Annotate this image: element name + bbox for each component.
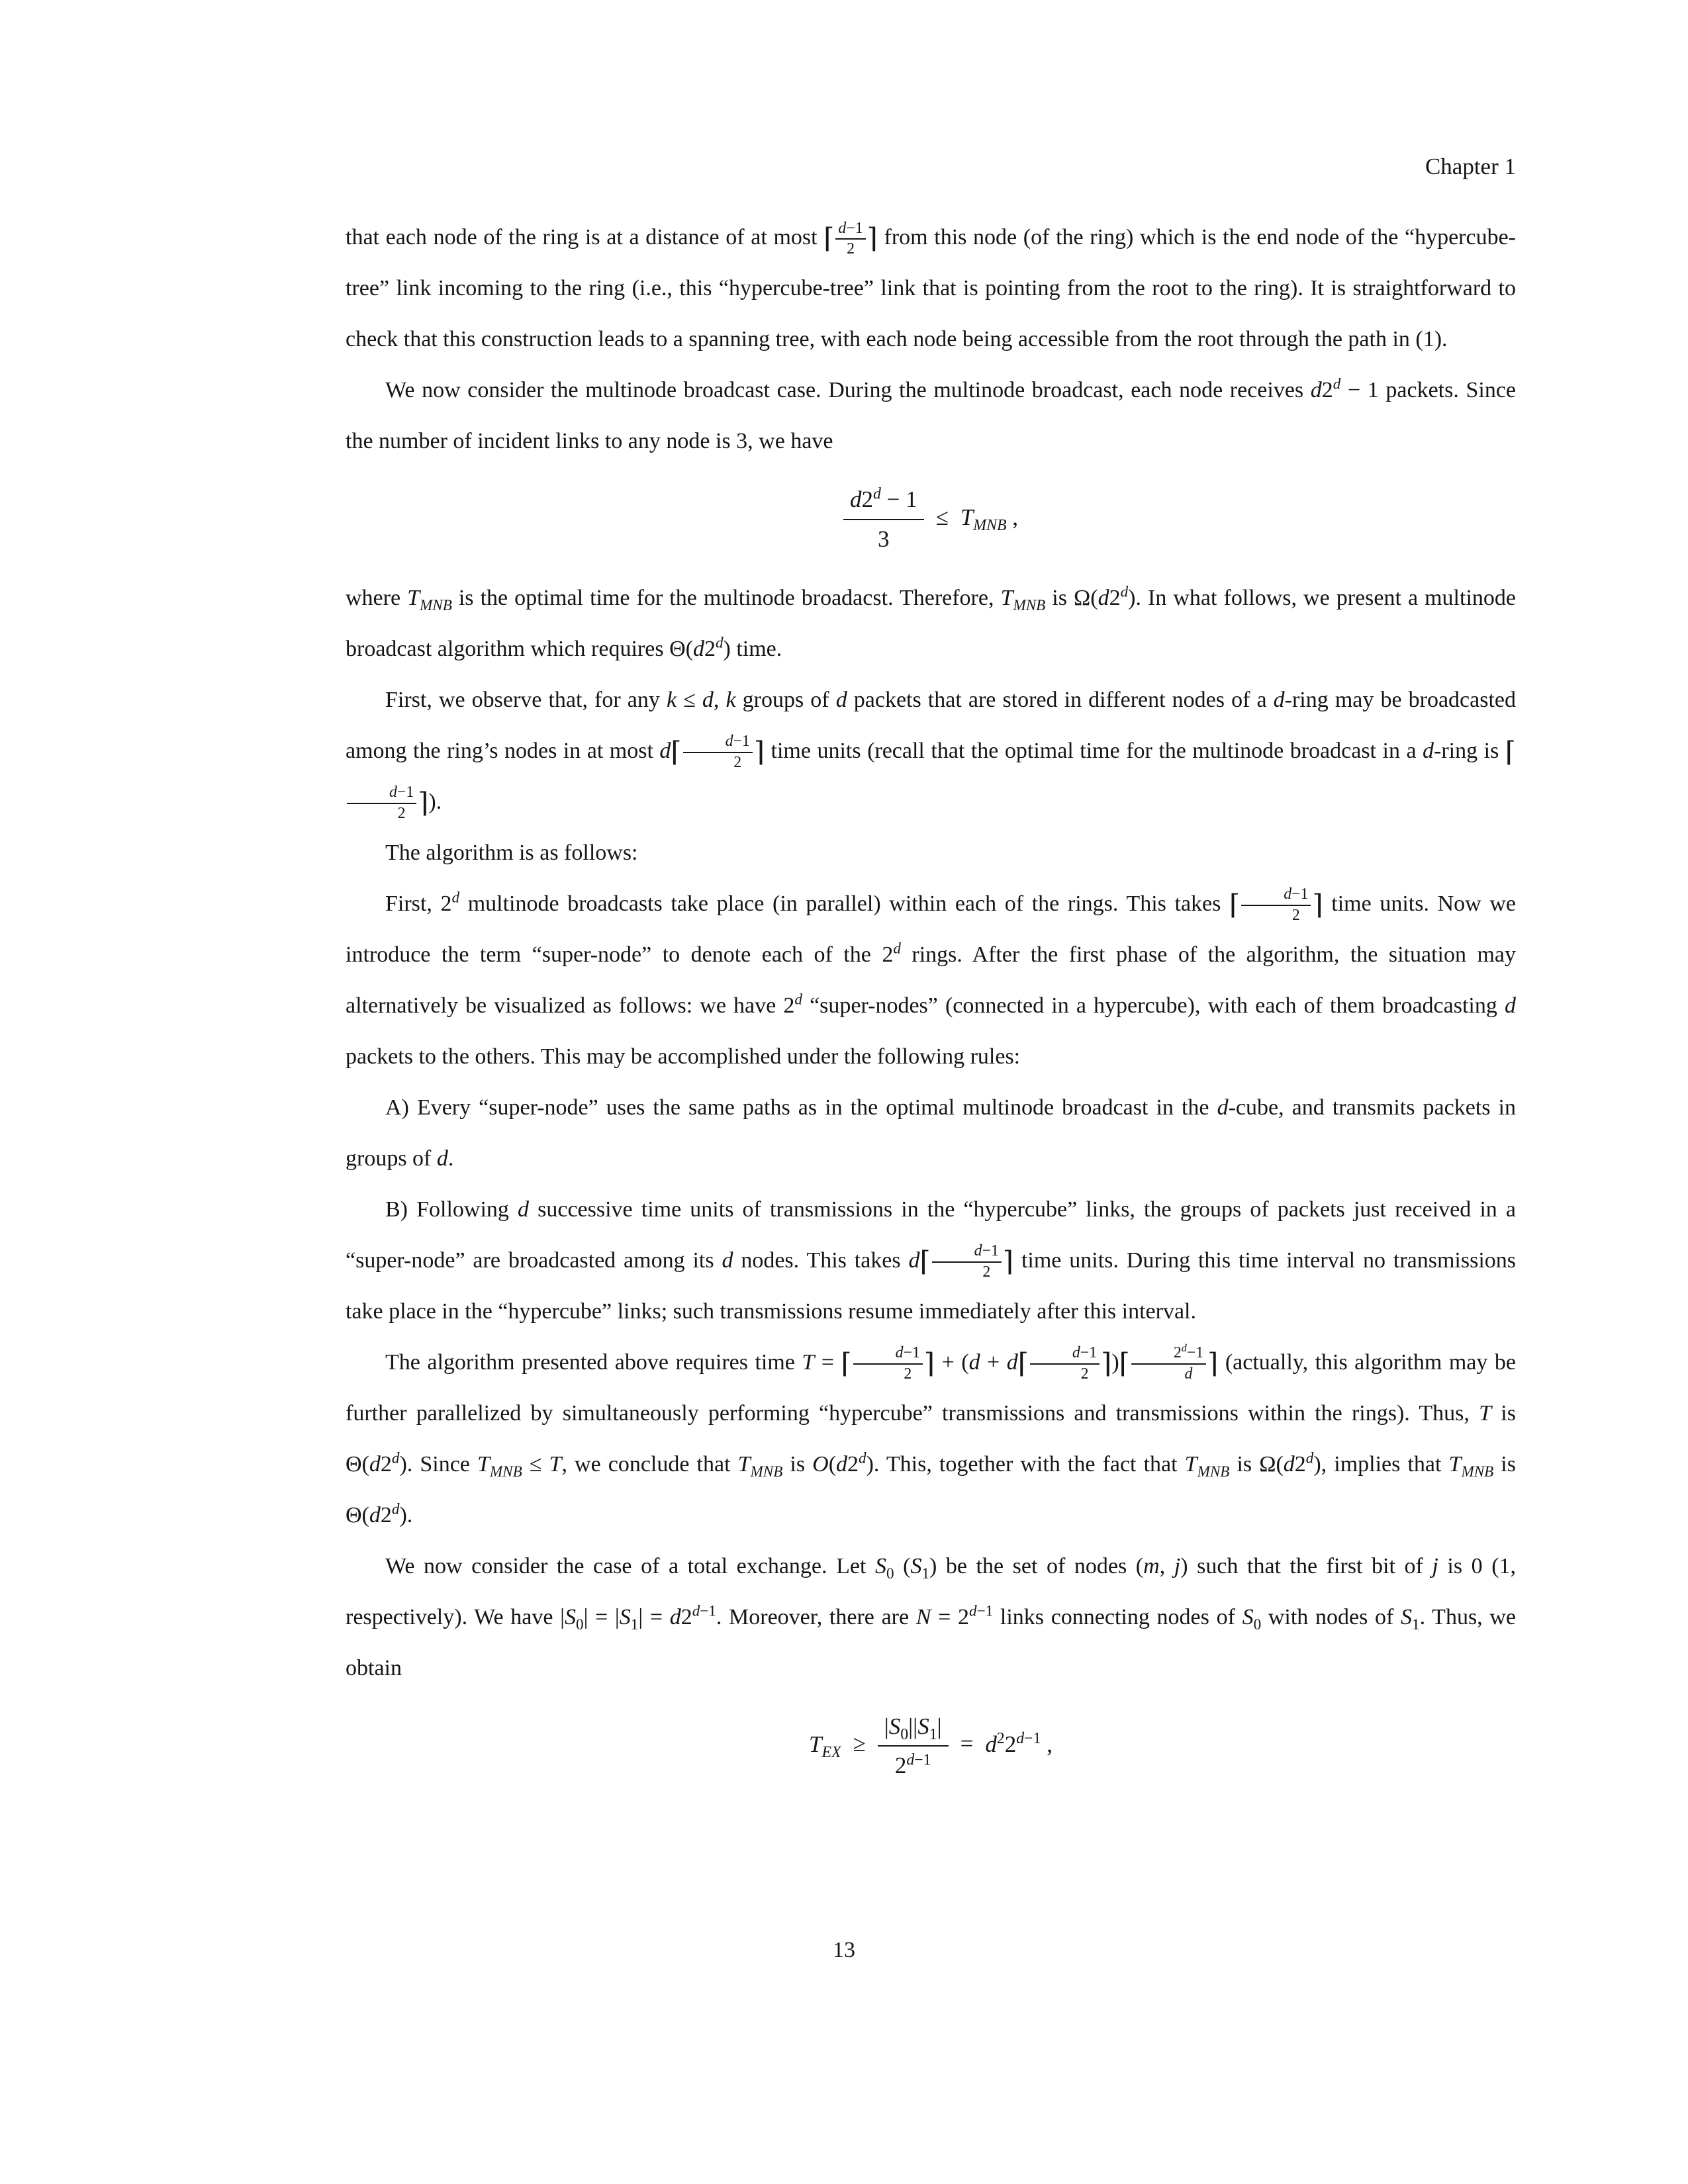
paragraph: The algorithm is as follows: (385, 840, 638, 865)
chapter-header: Chapter 1 (1425, 154, 1516, 179)
paragraph: B) Following d successive time units of transmissions in the “hypercube” links, the groups of packets just received in a “super-node” are broadcasted among its d nodes. This takes d⌈ $\frac{d-1}{2}$ ⌉ time units. During this time interval no transmissions take place in the “hypercube” links; such transmissions resume immediately after this interval. (346, 1197, 1516, 1324)
page-number: 13 (833, 1938, 855, 1962)
equation: $\frac{d2^d - 1}{3}$ ≤ $T_{MNB}$ , (346, 485, 1516, 554)
equation: $T_{EX}$ ≥ $\frac{|S_0||S_1|}{2^{d-1}}$ = $d^22^{d-1}$ , (808, 1713, 1053, 1779)
paragraph: First, we observe that, for any k ≤ d, k groups of d packets that are stored in different nodes of a d-ring may be broadcasted among the ring’s nodes in at most d⌈ $\frac{d-1}{2}$ ⌉ time units (recall that the optimal time for the multinode broadcast in a d-ring is ⌈ $\frac{d-1}{2}$ ⌉). (346, 687, 1516, 822)
paragraph: The algorithm presented above requires time T = ⌈ $\frac{d-1}{2}$ ⌉ + (d + d⌈ $\frac{d-1}{2}$ ⌉)⌈ $\frac{2^d-1}{d}$ ⌉ (actually, this algorithm may be further parallelized by simultaneously performing “hypercube” transmissions and transmissions within the rings). Thus, T is Θ(d2$^d$). Since $T_{MNB} \le T$, we conclude that $T_{MNB}$ is O(d2$^d$). This, together with the fact that $T_{MNB}$ is Ω(d2$^d$), implies that $T_{MNB}$ is Θ(d2$^d$). (346, 1343, 1516, 1527)
paragraph: where $T_{MNB}$ is the optimal time for the multinode broadacst. Therefore, $T_{MNB}$ is Ω(d2$^d$). In what follows, we present a multinode broadcast algorithm which requires Θ(d2$^d$) time. (346, 583, 1516, 661)
paragraph: that each node of the ring is at a distance of at most ⌈ $\frac{d-1}{2}$ ⌉ from this node (of the ring) which is the end node of the “hypercube-tree” link incoming to the ring (i.e., this “hypercube-tree” link that is pointing from the root to the ring). It is straightforward to check that this construction leads to a spanning tree, with each node being accessible from the root through the path in (1). (346, 219, 1516, 351)
paragraph: A) Every “super-node” uses the same paths as in the optimal multinode broadcast in the d-cube, and transmits packets in groups of d. (346, 1095, 1516, 1171)
paragraph: First, 2$^d$ multinode broadcasts take place (in parallel) within each of the rings. This takes ⌈ $\frac{d-1}{2}$ ⌉ time units. Now we introduce the term “super-node” to denote each of the 2$^d$ rings. After the first phase of the algorithm, the situation may alternatively be visualized as follows: we have 2$^d$ “super-nodes” (connected in a hypercube), with each of them broadcasting d packets to the others. This may be accomplished under the following rules: (346, 886, 1516, 1069)
paragraph: We now consider the case of a total exchange. Let $S_0$ $(S_1)$ be the set of nodes (m, j) such that the first bit of j is 0 (1, respectively). We have $|S_0| = |S_1| = d2^{d-1}$. Moreover, there are $N = 2^{d-1}$ links connecting nodes of $S_0$ with nodes of $S_1$. Thus, we obtain (346, 1553, 1517, 1680)
paragraph: We now consider the multinode broadcast case. During the multinode broadcast, each node receives $d2^d - 1$ packets. Since the number of incident links to any node is 3, we have (346, 375, 1516, 453)
document-body (346, 212, 1516, 1799)
